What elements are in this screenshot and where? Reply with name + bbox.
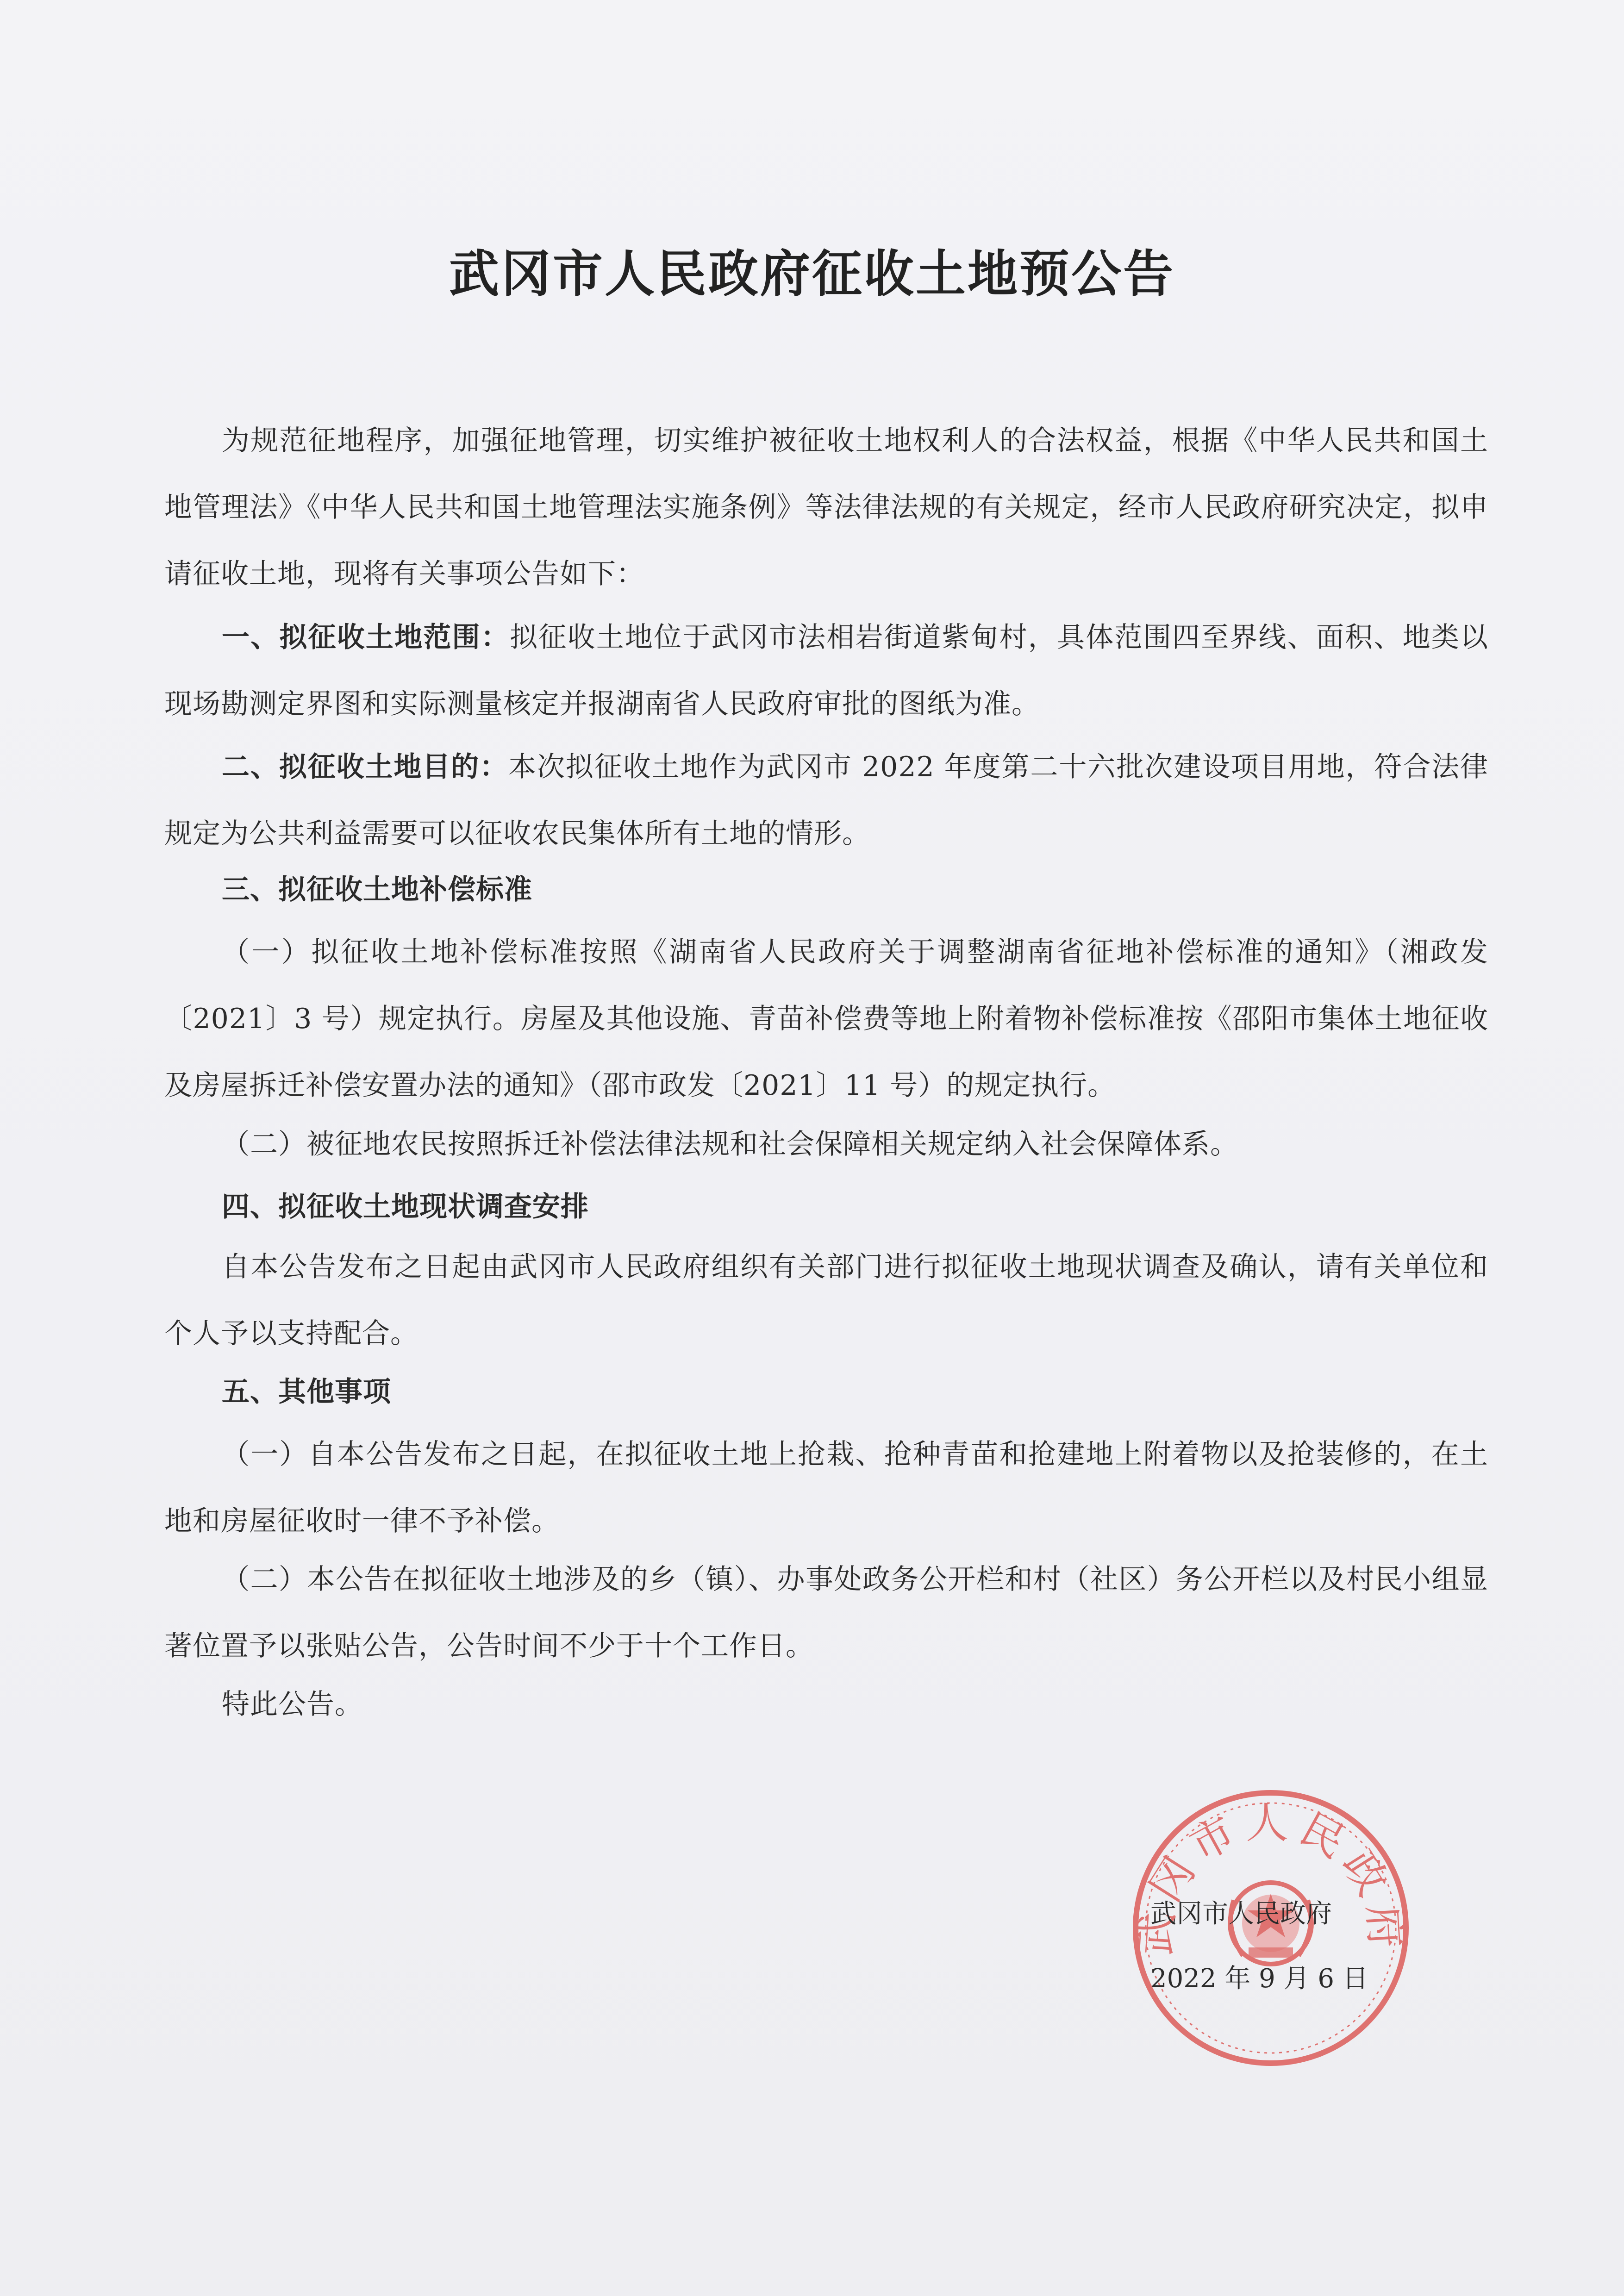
- section-3-heading: 三、拟征收土地补偿标准: [222, 873, 532, 906]
- section-5-item-2: （二）本公告在拟征收土地涉及的乡（镇）、办事处政务公开栏和村（社区）务公开栏以及村民小组显著位置予以张贴公告，公告时间不少于十个工作日。: [164, 1563, 1488, 1662]
- section-2-heading: 二、拟征收土地目的：: [222, 751, 509, 783]
- section-3-item-2: （二）被征地农民按照拆迁补偿法律法规和社会保障相关规定纳入社会保障体系。: [222, 1128, 1238, 1160]
- section-1-paragraph: [164, 604, 1488, 737]
- section-4-heading: 四、拟征收土地现状调查安排: [222, 1191, 589, 1223]
- section-2-paragraph: [164, 734, 1488, 867]
- section-2-text: 本次拟征收土地作为武冈市 2022 年度第二十六批次建设项目用地，符合法律规定为公共利益需要可以征收农民集体所有土地的情形。: [164, 751, 1489, 850]
- document-title: 武冈市人民政府征收土地预公告: [449, 245, 1175, 303]
- closing-text: 特此公告。: [222, 1688, 363, 1721]
- section-1-heading: 一、拟征收土地范围：: [222, 621, 510, 654]
- seal-text: 武冈市人民政府: [1131, 1798, 1411, 1957]
- section-3-item-1: （一）拟征收土地补偿标准按照《湖南省人民政府关于调整湖南省征地补偿标准的通知》（湘政发〔2021〕3 号）规定执行。房屋及其他设施、青苗补偿费等地上附着物补偿标准按《邵阳市集体土地征收及房屋拆迁补偿安置办法的通知》（邵市政发〔2021〕11 号）的规定执行。: [164, 936, 1488, 1102]
- section-1-text: 拟征收土地位于武冈市法相岩街道紫甸村，具体范围四至界线、面积、地类以现场勘测定界图和实际测量核定并报湖南省人民政府审批的图纸为准。: [164, 621, 1488, 720]
- signature-date: 2022 年 9 月 6 日: [1150, 1964, 1368, 1994]
- intro-paragraph: 为规范征地程序，加强征地管理，切实维护被征收土地权利人的合法权益，根据《中华人民共和国土地管理法》《中华人民共和国土地管理法实施条例》等法律法规的有关规定，经市人民政府研究决定，拟申请征收土地，现将有关事项公告如下：: [164, 424, 1488, 590]
- section-4-text: 自本公告发布之日起由武冈市人民政府组织有关部门进行拟征收土地现状调查及确认，请有关单位和个人予以支持配合。: [164, 1251, 1488, 1350]
- signature-org: 武冈市人民政府: [1150, 1899, 1332, 1929]
- section-5-item-1: （一）自本公告发布之日起，在拟征收土地上抢栽、抢种青苗和抢建地上附着物以及抢装修的，在土地和房屋征收时一律不予补偿。: [164, 1438, 1488, 1537]
- section-5-heading: 五、其他事项: [222, 1376, 391, 1408]
